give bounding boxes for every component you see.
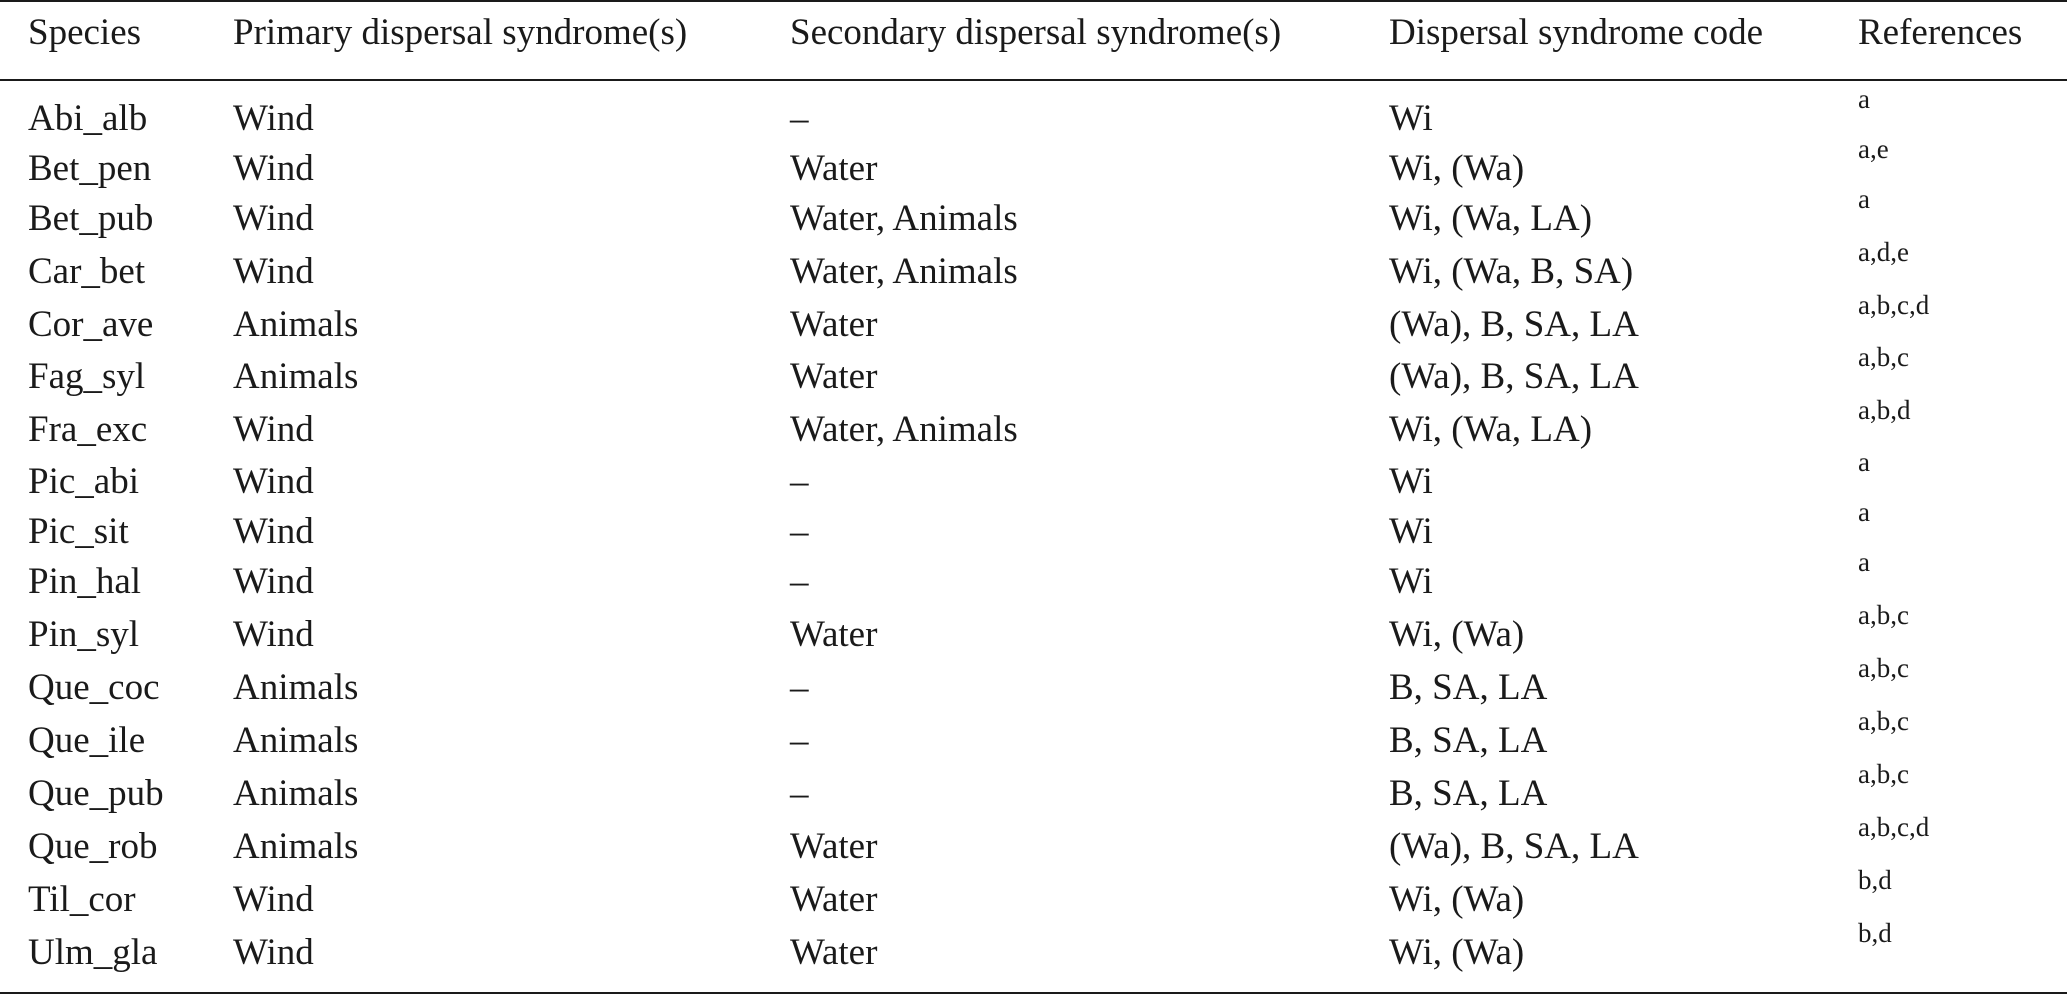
cell-primary: Wind — [233, 409, 314, 450]
cell-species: Abi_alb — [28, 98, 148, 139]
cell-primary: Animals — [233, 667, 359, 708]
cell-secondary: – — [790, 561, 809, 602]
cell-code: (Wa), B, SA, LA — [1389, 826, 1639, 867]
header-code: Dispersal syndrome code — [1389, 12, 1764, 53]
cell-species: Pin_syl — [28, 614, 140, 655]
cell-secondary: – — [790, 461, 809, 502]
cell-species: Ulm_gla — [28, 932, 158, 973]
cell-primary: Animals — [233, 356, 359, 397]
cell-species: Car_bet — [28, 251, 146, 292]
cell-secondary: Water — [790, 614, 878, 655]
cell-primary: Wind — [233, 561, 314, 602]
cell-code: Wi, (Wa, LA) — [1389, 198, 1593, 239]
cell-species: Til_cor — [28, 879, 136, 920]
cell-references: a,b,c — [1858, 342, 1909, 372]
cell-code: Wi — [1389, 511, 1433, 552]
cell-code: (Wa), B, SA, LA — [1389, 304, 1639, 345]
cell-species: Bet_pub — [28, 198, 154, 239]
cell-code: Wi, (Wa, B, SA) — [1389, 251, 1634, 292]
cell-secondary: Water, Animals — [790, 198, 1018, 239]
cell-references: a,b,c,d — [1858, 290, 1930, 320]
cell-references: a — [1858, 497, 1870, 527]
cell-references: a,b,c — [1858, 653, 1909, 683]
cell-primary: Wind — [233, 932, 314, 973]
cell-primary: Animals — [233, 304, 359, 345]
cell-references: a,b,c — [1858, 759, 1909, 789]
header-species: Species — [28, 12, 142, 53]
cell-code: Wi, (Wa) — [1389, 148, 1525, 189]
cell-secondary: Water — [790, 304, 878, 345]
cell-primary: Animals — [233, 720, 359, 761]
cell-species: Pic_sit — [28, 511, 129, 552]
cell-code: Wi, (Wa, LA) — [1389, 409, 1593, 450]
cell-secondary: Water — [790, 879, 878, 920]
cell-references: a,b,c — [1858, 706, 1909, 736]
cell-primary: Animals — [233, 826, 359, 867]
cell-code: B, SA, LA — [1389, 667, 1548, 708]
cell-secondary: Water — [790, 356, 878, 397]
cell-secondary: – — [790, 720, 809, 761]
cell-references: a — [1858, 184, 1870, 214]
cell-code: Wi — [1389, 561, 1433, 602]
cell-species: Fra_exc — [28, 409, 148, 450]
cell-species: Pic_abi — [28, 461, 139, 502]
cell-code: Wi, (Wa) — [1389, 879, 1525, 920]
cell-secondary: Water — [790, 826, 878, 867]
cell-references: a — [1858, 547, 1870, 577]
cell-primary: Animals — [233, 773, 359, 814]
cell-secondary: Water, Animals — [790, 409, 1018, 450]
cell-secondary: Water — [790, 932, 878, 973]
cell-secondary: – — [790, 511, 809, 552]
cell-secondary: – — [790, 98, 809, 139]
cell-primary: Wind — [233, 98, 314, 139]
cell-code: Wi — [1389, 461, 1433, 502]
cell-primary: Wind — [233, 148, 314, 189]
cell-code: Wi — [1389, 98, 1433, 139]
cell-code: (Wa), B, SA, LA — [1389, 356, 1639, 397]
cell-species: Que_coc — [28, 667, 160, 708]
cell-code: B, SA, LA — [1389, 773, 1548, 814]
header-secondary: Secondary dispersal syndrome(s) — [790, 12, 1282, 53]
cell-secondary: Water — [790, 148, 878, 189]
cell-primary: Wind — [233, 461, 314, 502]
cell-references: a,b,c,d — [1858, 812, 1930, 842]
header-primary: Primary dispersal syndrome(s) — [233, 12, 688, 53]
cell-species: Fag_syl — [28, 356, 146, 397]
cell-primary: Wind — [233, 511, 314, 552]
cell-references: a,b,d — [1858, 395, 1911, 425]
cell-references: a — [1858, 447, 1870, 477]
cell-code: B, SA, LA — [1389, 720, 1548, 761]
cell-references: a,b,c — [1858, 600, 1909, 630]
header-rule — [0, 79, 2067, 81]
header-references: References — [1858, 12, 2023, 53]
cell-secondary: Water, Animals — [790, 251, 1018, 292]
cell-primary: Wind — [233, 251, 314, 292]
bottom-rule — [0, 992, 2067, 994]
cell-primary: Wind — [233, 879, 314, 920]
cell-references: b,d — [1858, 865, 1892, 895]
cell-primary: Wind — [233, 198, 314, 239]
cell-secondary: – — [790, 667, 809, 708]
cell-references: a,e — [1858, 134, 1889, 164]
cell-species: Que_ile — [28, 720, 146, 761]
cell-primary: Wind — [233, 614, 314, 655]
cell-species: Que_rob — [28, 826, 158, 867]
cell-references: a,d,e — [1858, 237, 1909, 267]
cell-code: Wi, (Wa) — [1389, 614, 1525, 655]
cell-species: Cor_ave — [28, 304, 154, 345]
cell-references: a — [1858, 84, 1870, 114]
cell-species: Que_pub — [28, 773, 164, 814]
cell-species: Bet_pen — [28, 148, 152, 189]
cell-code: Wi, (Wa) — [1389, 932, 1525, 973]
cell-species: Pin_hal — [28, 561, 142, 602]
top-rule — [0, 0, 2067, 2]
cell-secondary: – — [790, 773, 809, 814]
cell-references: b,d — [1858, 918, 1892, 948]
